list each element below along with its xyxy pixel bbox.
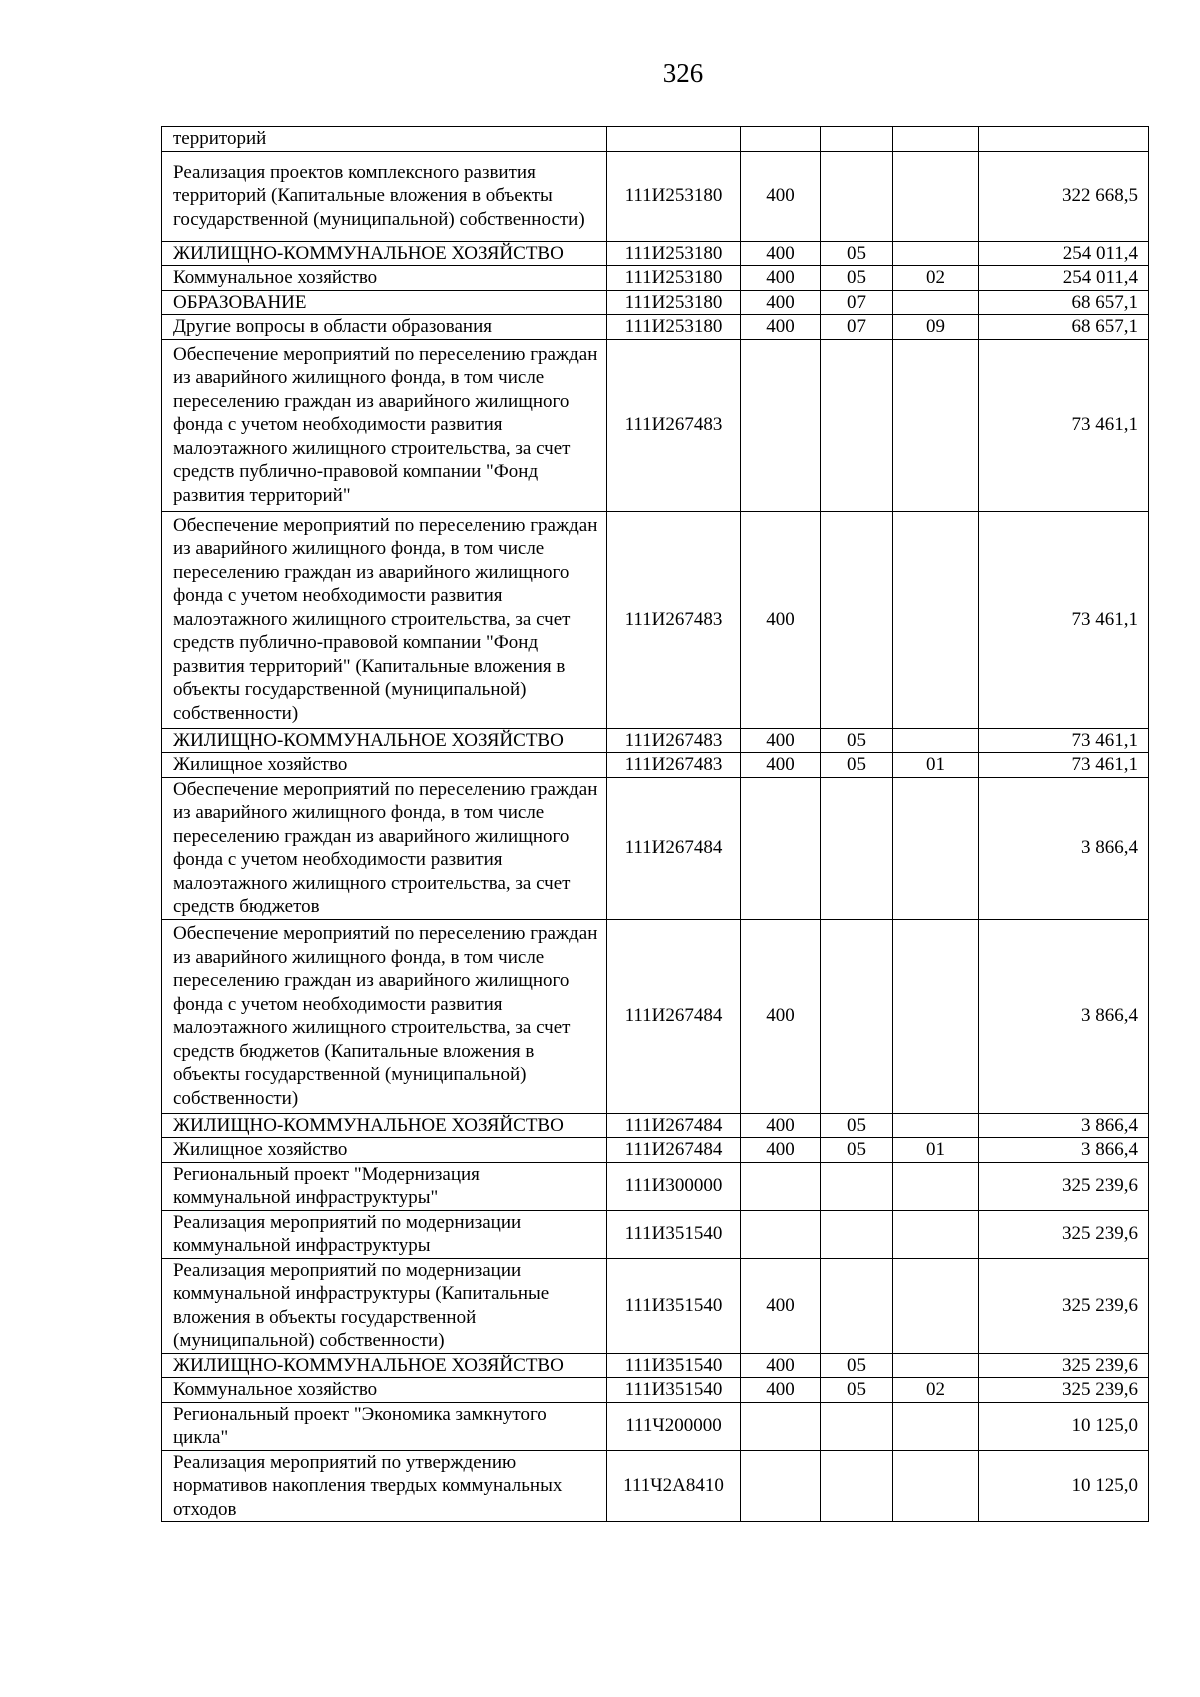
budget-table-body — [162, 127, 1149, 1522]
cell-target-article: 111И351540 — [607, 1378, 741, 1403]
table-row — [162, 1210, 1149, 1258]
cell-section: 05 — [821, 728, 893, 753]
cell-name: ЖИЛИЩНО-КОММУНАЛЬНОЕ ХОЗЯЙСТВО — [162, 1353, 607, 1378]
table-row — [162, 1162, 1149, 1210]
cell-section — [821, 1450, 893, 1522]
cell-name: Региональный проект "Экономика замкнутого цикла" — [162, 1402, 607, 1450]
table-row — [162, 290, 1149, 315]
cell-subsection — [893, 1258, 979, 1353]
cell-section: 07 — [821, 315, 893, 340]
cell-expense-type — [741, 777, 821, 919]
table-row — [162, 753, 1149, 778]
cell-subsection — [893, 777, 979, 919]
cell-name: ЖИЛИЩНО-КОММУНАЛЬНОЕ ХОЗЯЙСТВО — [162, 1113, 607, 1138]
cell-target-article: 111И267484 — [607, 777, 741, 919]
cell-subsection — [893, 339, 979, 511]
cell-expense-type — [741, 339, 821, 511]
cell-name: ОБРАЗОВАНИЕ — [162, 290, 607, 315]
cell-amount: 73 461,1 — [979, 753, 1149, 778]
cell-section — [821, 511, 893, 728]
table-row — [162, 339, 1149, 511]
table-row — [162, 511, 1149, 728]
cell-section — [821, 1258, 893, 1353]
cell-amount: 325 239,6 — [979, 1162, 1149, 1210]
table-row — [162, 266, 1149, 291]
cell-target-article: 111И267484 — [607, 1113, 741, 1138]
cell-section — [821, 777, 893, 919]
cell-section — [821, 1402, 893, 1450]
cell-section: 05 — [821, 1378, 893, 1403]
cell-name: Реализация мероприятий по модернизации коммунальной инфраструктуры — [162, 1210, 607, 1258]
cell-amount: 325 239,6 — [979, 1210, 1149, 1258]
cell-target-article: 111И253180 — [607, 151, 741, 241]
cell-expense-type: 400 — [741, 1138, 821, 1163]
table-row — [162, 1138, 1149, 1163]
cell-target-article — [607, 127, 741, 152]
cell-subsection — [893, 1353, 979, 1378]
cell-section — [821, 919, 893, 1113]
cell-expense-type: 400 — [741, 315, 821, 340]
table-row — [162, 919, 1149, 1113]
cell-section: 05 — [821, 1138, 893, 1163]
table-row — [162, 728, 1149, 753]
cell-amount: 325 239,6 — [979, 1258, 1149, 1353]
table-row — [162, 315, 1149, 340]
cell-expense-type — [741, 1162, 821, 1210]
cell-amount: 73 461,1 — [979, 728, 1149, 753]
cell-name: территорий — [162, 127, 607, 152]
cell-section — [821, 339, 893, 511]
cell-name: Коммунальное хозяйство — [162, 266, 607, 291]
cell-section — [821, 151, 893, 241]
cell-amount: 68 657,1 — [979, 290, 1149, 315]
cell-target-article: 111Ч2А8410 — [607, 1450, 741, 1522]
cell-expense-type: 400 — [741, 1353, 821, 1378]
cell-amount: 325 239,6 — [979, 1353, 1149, 1378]
cell-subsection: 02 — [893, 1378, 979, 1403]
budget-table — [161, 126, 1149, 1522]
cell-name: Реализация мероприятий по утверждению нормативов накопления твердых коммунальных отходов — [162, 1450, 607, 1522]
cell-amount: 3 866,4 — [979, 1113, 1149, 1138]
cell-subsection: 01 — [893, 1138, 979, 1163]
cell-name: ЖИЛИЩНО-КОММУНАЛЬНОЕ ХОЗЯЙСТВО — [162, 728, 607, 753]
cell-subsection — [893, 919, 979, 1113]
cell-subsection — [893, 151, 979, 241]
cell-target-article: 111И267483 — [607, 339, 741, 511]
cell-target-article: 111И253180 — [607, 290, 741, 315]
cell-expense-type: 400 — [741, 1258, 821, 1353]
table-row — [162, 777, 1149, 919]
cell-target-article: 111И351540 — [607, 1258, 741, 1353]
cell-amount: 73 461,1 — [979, 339, 1149, 511]
table-row — [162, 1402, 1149, 1450]
cell-name: Обеспечение мероприятий по переселению граждан из аварийного жилищного фонда, в том числе переселению граждан из аварийного жилищного фонда с учетом необходимости развития малоэтажного жилищного строительства, за счет средств публично-правовой компании "Фонд развития территорий" — [162, 339, 607, 511]
cell-target-article: 111И253180 — [607, 241, 741, 266]
cell-expense-type: 400 — [741, 266, 821, 291]
cell-subsection — [893, 127, 979, 152]
cell-section — [821, 1210, 893, 1258]
cell-expense-type: 400 — [741, 1113, 821, 1138]
cell-name: ЖИЛИЩНО-КОММУНАЛЬНОЕ ХОЗЯЙСТВО — [162, 241, 607, 266]
cell-name: Обеспечение мероприятий по переселению граждан из аварийного жилищного фонда, в том числе переселению граждан из аварийного жилищного фонда с учетом необходимости развития малоэтажного жилищного строительства, за счет средств публично-правовой компании "Фонд развития территорий" (Капитальные вложения в объекты государственной (муниципальной) собственности) — [162, 511, 607, 728]
cell-expense-type: 400 — [741, 290, 821, 315]
table-row — [162, 1258, 1149, 1353]
cell-amount: 254 011,4 — [979, 241, 1149, 266]
cell-expense-type — [741, 1210, 821, 1258]
cell-name: Региональный проект "Модернизация коммунальной инфраструктуры" — [162, 1162, 607, 1210]
cell-name: Реализация мероприятий по модернизации коммунальной инфраструктуры (Капитальные вложения в объекты государственной (муниципальной) собственности) — [162, 1258, 607, 1353]
cell-subsection: 01 — [893, 753, 979, 778]
cell-amount: 3 866,4 — [979, 777, 1149, 919]
cell-subsection — [893, 1210, 979, 1258]
table-row — [162, 241, 1149, 266]
cell-target-article: 111И351540 — [607, 1353, 741, 1378]
cell-section: 05 — [821, 241, 893, 266]
cell-amount: 3 866,4 — [979, 919, 1149, 1113]
cell-expense-type: 400 — [741, 919, 821, 1113]
page-number — [0, 58, 1200, 88]
cell-amount: 73 461,1 — [979, 511, 1149, 728]
cell-expense-type: 400 — [741, 728, 821, 753]
table-row — [162, 1378, 1149, 1403]
cell-amount: 10 125,0 — [979, 1450, 1149, 1522]
table-row — [162, 127, 1149, 152]
cell-subsection — [893, 241, 979, 266]
cell-name: Коммунальное хозяйство — [162, 1378, 607, 1403]
cell-expense-type: 400 — [741, 151, 821, 241]
cell-expense-type — [741, 127, 821, 152]
cell-name: Обеспечение мероприятий по переселению граждан из аварийного жилищного фонда, в том числе переселению граждан из аварийного жилищного фонда с учетом необходимости развития малоэтажного жилищного строительства, за счет средств бюджетов (Капитальные вложения в объекты государственной (муниципальной) собственности) — [162, 919, 607, 1113]
cell-target-article: 111Ч200000 — [607, 1402, 741, 1450]
table-row — [162, 1450, 1149, 1522]
cell-section: 05 — [821, 266, 893, 291]
cell-subsection — [893, 1162, 979, 1210]
cell-subsection — [893, 1113, 979, 1138]
cell-subsection — [893, 1402, 979, 1450]
cell-amount — [979, 127, 1149, 152]
cell-section: 05 — [821, 1113, 893, 1138]
cell-name: Реализация проектов комплексного развития территорий (Капитальные вложения в объекты государственной (муниципальной) собственности) — [162, 151, 607, 241]
cell-expense-type: 400 — [741, 1378, 821, 1403]
cell-subsection: 02 — [893, 266, 979, 291]
table-row — [162, 1113, 1149, 1138]
cell-target-article: 111И253180 — [607, 315, 741, 340]
cell-expense-type: 400 — [741, 753, 821, 778]
cell-expense-type: 400 — [741, 511, 821, 728]
cell-amount: 68 657,1 — [979, 315, 1149, 340]
cell-amount: 254 011,4 — [979, 266, 1149, 291]
cell-section — [821, 1162, 893, 1210]
cell-target-article: 111И267484 — [607, 919, 741, 1113]
cell-subsection — [893, 511, 979, 728]
cell-target-article: 111И267483 — [607, 511, 741, 728]
cell-subsection — [893, 728, 979, 753]
cell-subsection: 09 — [893, 315, 979, 340]
cell-target-article: 111И267483 — [607, 753, 741, 778]
cell-section: 05 — [821, 1353, 893, 1378]
cell-expense-type — [741, 1402, 821, 1450]
cell-target-article: 111И267483 — [607, 728, 741, 753]
cell-subsection — [893, 1450, 979, 1522]
cell-section — [821, 127, 893, 152]
cell-target-article: 111И351540 — [607, 1210, 741, 1258]
cell-name: Другие вопросы в области образования — [162, 315, 607, 340]
cell-target-article: 111И300000 — [607, 1162, 741, 1210]
cell-amount: 3 866,4 — [979, 1138, 1149, 1163]
cell-name: Жилищное хозяйство — [162, 1138, 607, 1163]
cell-section: 07 — [821, 290, 893, 315]
cell-subsection — [893, 290, 979, 315]
cell-target-article: 111И253180 — [607, 266, 741, 291]
cell-expense-type — [741, 1450, 821, 1522]
table-row — [162, 151, 1149, 241]
cell-section: 05 — [821, 753, 893, 778]
cell-name: Жилищное хозяйство — [162, 753, 607, 778]
page-number-text: 326 — [662, 58, 704, 88]
cell-amount: 10 125,0 — [979, 1402, 1149, 1450]
cell-name: Обеспечение мероприятий по переселению граждан из аварийного жилищного фонда, в том числе переселению граждан из аварийного жилищного фонда с учетом необходимости развития малоэтажного жилищного строительства, за счет средств бюджетов — [162, 777, 607, 919]
cell-amount: 325 239,6 — [979, 1378, 1149, 1403]
cell-target-article: 111И267484 — [607, 1138, 741, 1163]
cell-amount: 322 668,5 — [979, 151, 1149, 241]
cell-expense-type: 400 — [741, 241, 821, 266]
table-row — [162, 1353, 1149, 1378]
